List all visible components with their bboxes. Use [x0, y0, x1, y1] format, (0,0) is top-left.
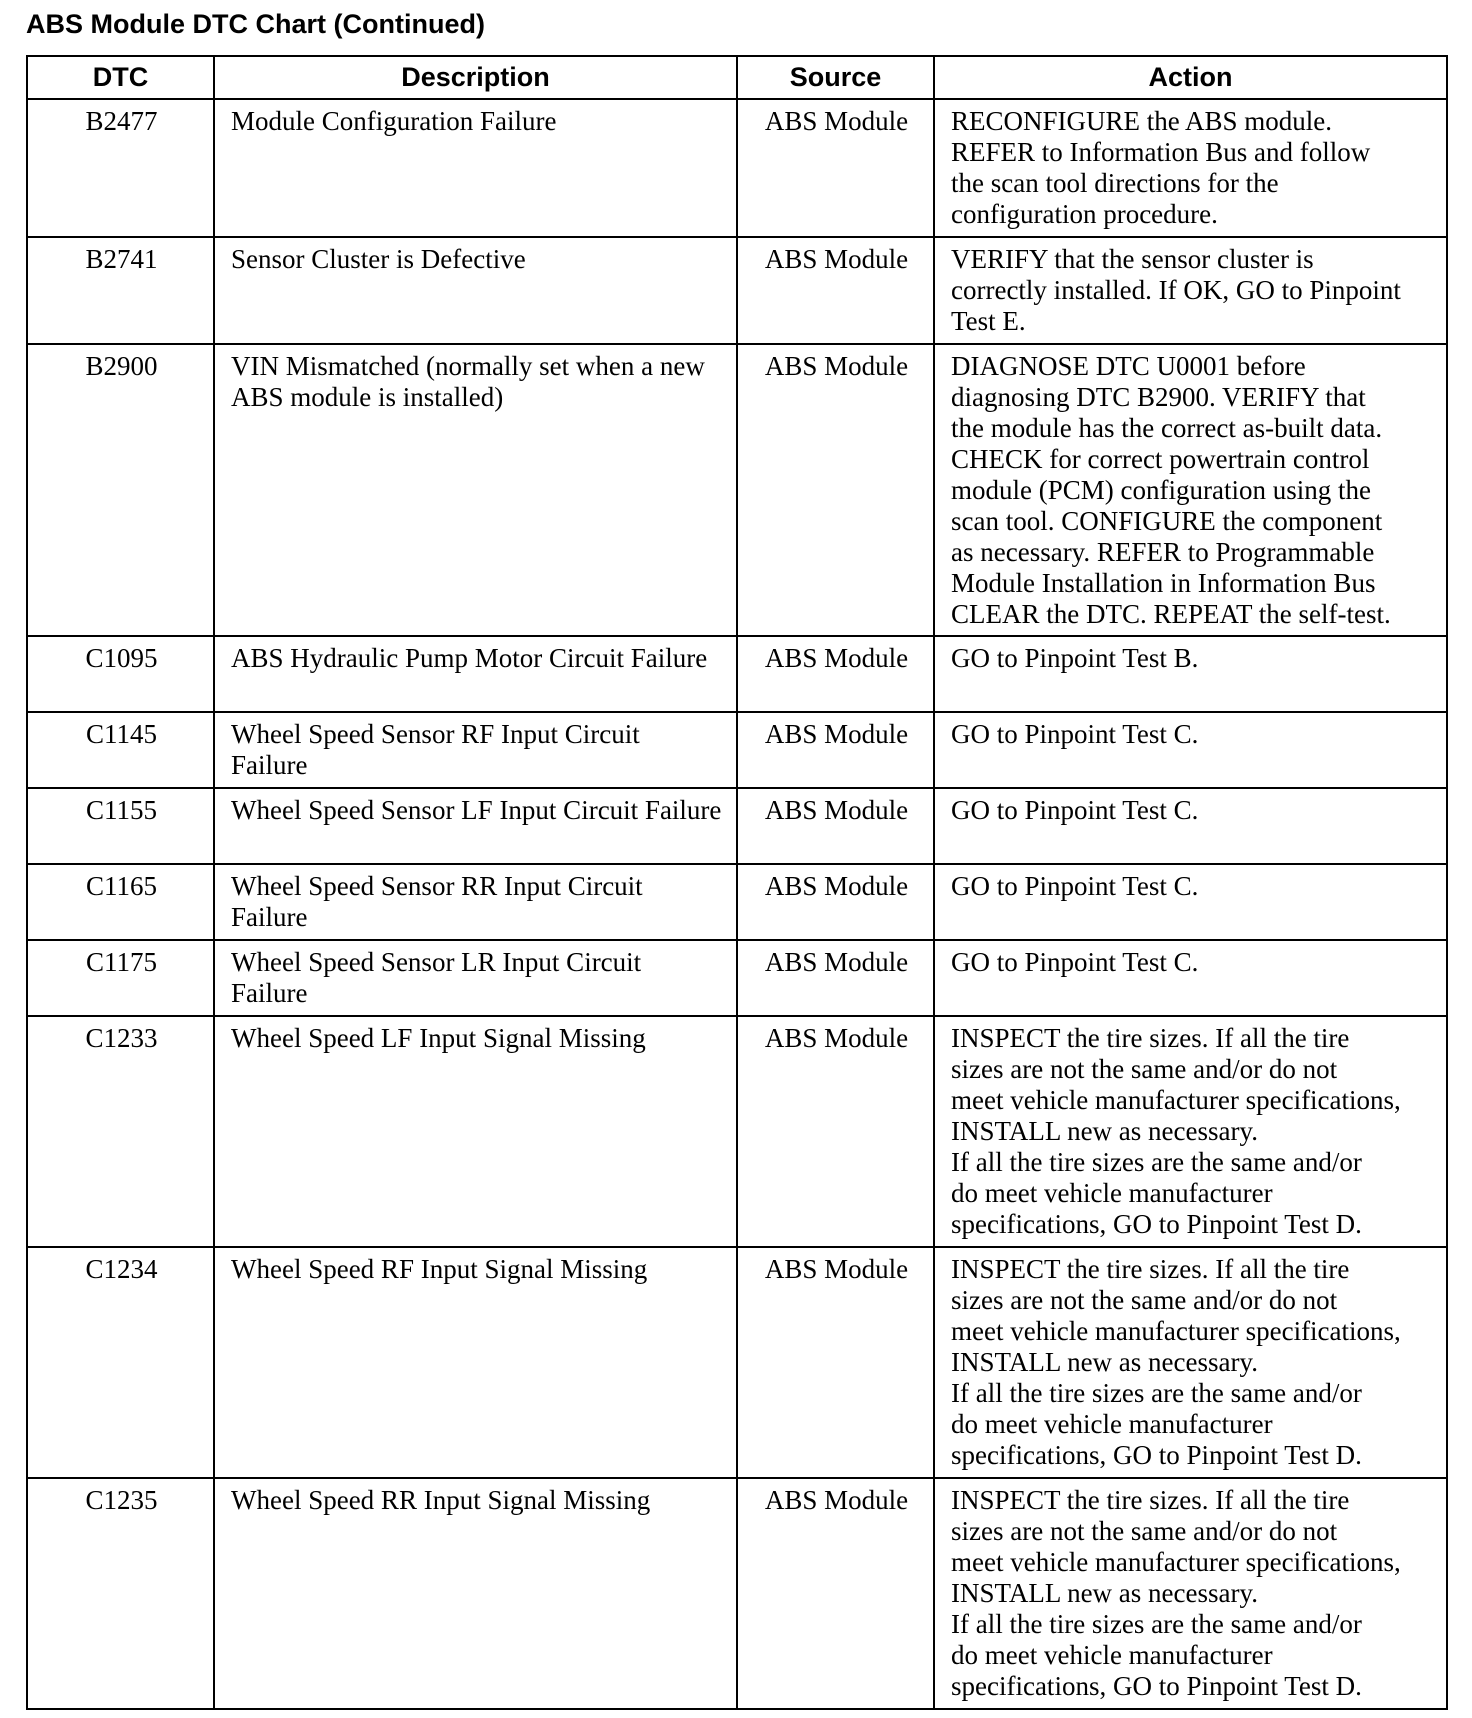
dtc-description: Wheel Speed Sensor LR Input Circuit Failure	[214, 940, 737, 1016]
table-row	[27, 1016, 1447, 1247]
dtc-description: Wheel Speed RF Input Signal Missing	[214, 1247, 737, 1478]
table-row	[27, 1247, 1447, 1478]
dtc-description: VIN Mismatched (normally set when a new ABS module is installed)	[214, 344, 737, 636]
dtc-table	[26, 55, 1448, 1710]
table-row	[27, 940, 1447, 1016]
column-header-dtc: DTC	[27, 56, 214, 99]
dtc-source: ABS Module	[737, 788, 934, 864]
dtc-source: ABS Module	[737, 237, 934, 344]
dtc-code: C1165	[27, 864, 214, 940]
dtc-action: INSPECT the tire sizes. If all the tire sizes are not the same and/or do not meet vehicle manufacturer specifications, INSTALL new as necessary. If all the tire sizes are the same and/or do meet vehicle manufacturer specifications, GO to Pinpoint Test D.	[934, 1247, 1447, 1478]
dtc-code: B2741	[27, 237, 214, 344]
dtc-action: GO to Pinpoint Test C.	[934, 788, 1447, 864]
dtc-code: C1235	[27, 1478, 214, 1709]
dtc-action: DIAGNOSE DTC U0001 before diagnosing DTC B2900. VERIFY that the module has the correct as-built data. CHECK for correct powertrain control module (PCM) configuration using the scan tool. CONFIGURE the component as necessary. REFER to Programmable Module Installation in Information Bus CLEAR the DTC. REPEAT the self-test.	[934, 344, 1447, 636]
dtc-description: ABS Hydraulic Pump Motor Circuit Failure	[214, 636, 737, 712]
dtc-action: RECONFIGURE the ABS module. REFER to Information Bus and follow the scan tool directions for the configuration procedure.	[934, 99, 1447, 237]
dtc-action: GO to Pinpoint Test C.	[934, 712, 1447, 788]
dtc-code: C1234	[27, 1247, 214, 1478]
table-row	[27, 344, 1447, 636]
dtc-source: ABS Module	[737, 99, 934, 237]
dtc-source: ABS Module	[737, 344, 934, 636]
dtc-source: ABS Module	[737, 1478, 934, 1709]
dtc-code: C1145	[27, 712, 214, 788]
table-row	[27, 99, 1447, 237]
dtc-code: C1155	[27, 788, 214, 864]
dtc-description: Wheel Speed Sensor RR Input Circuit Failure	[214, 864, 737, 940]
dtc-source: ABS Module	[737, 712, 934, 788]
table-row	[27, 1478, 1447, 1709]
dtc-source: ABS Module	[737, 864, 934, 940]
dtc-source: ABS Module	[737, 1016, 934, 1247]
dtc-code: B2477	[27, 99, 214, 237]
dtc-action: VERIFY that the sensor cluster is correctly installed. If OK, GO to Pinpoint Test E.	[934, 237, 1447, 344]
table-row	[27, 712, 1447, 788]
dtc-description: Wheel Speed Sensor RF Input Circuit Failure	[214, 712, 737, 788]
dtc-code: B2900	[27, 344, 214, 636]
dtc-description: Wheel Speed LF Input Signal Missing	[214, 1016, 737, 1247]
page-title: ABS Module DTC Chart (Continued)	[26, 9, 485, 39]
dtc-description: Module Configuration Failure	[214, 99, 737, 237]
column-header-action: Action	[934, 56, 1447, 99]
table-row	[27, 864, 1447, 940]
table-row	[27, 237, 1447, 344]
header-row	[27, 56, 1447, 99]
dtc-code: C1233	[27, 1016, 214, 1247]
dtc-action: INSPECT the tire sizes. If all the tire sizes are not the same and/or do not meet vehicle manufacturer specifications, INSTALL new as necessary. If all the tire sizes are the same and/or do meet vehicle manufacturer specifications, GO to Pinpoint Test D.	[934, 1016, 1447, 1247]
table-row	[27, 636, 1447, 712]
dtc-description: Wheel Speed Sensor LF Input Circuit Failure	[214, 788, 737, 864]
dtc-action: GO to Pinpoint Test C.	[934, 864, 1447, 940]
dtc-action: INSPECT the tire sizes. If all the tire sizes are not the same and/or do not meet vehicle manufacturer specifications, INSTALL new as necessary. If all the tire sizes are the same and/or do meet vehicle manufacturer specifications, GO to Pinpoint Test D.	[934, 1478, 1447, 1709]
dtc-action: GO to Pinpoint Test C.	[934, 940, 1447, 1016]
dtc-description: Sensor Cluster is Defective	[214, 237, 737, 344]
table-row	[27, 788, 1447, 864]
dtc-action: GO to Pinpoint Test B.	[934, 636, 1447, 712]
dtc-source: ABS Module	[737, 940, 934, 1016]
dtc-description: Wheel Speed RR Input Signal Missing	[214, 1478, 737, 1709]
column-header-description: Description	[214, 56, 737, 99]
column-header-source: Source	[737, 56, 934, 99]
dtc-code: C1095	[27, 636, 214, 712]
dtc-source: ABS Module	[737, 1247, 934, 1478]
dtc-code: C1175	[27, 940, 214, 1016]
dtc-source: ABS Module	[737, 636, 934, 712]
